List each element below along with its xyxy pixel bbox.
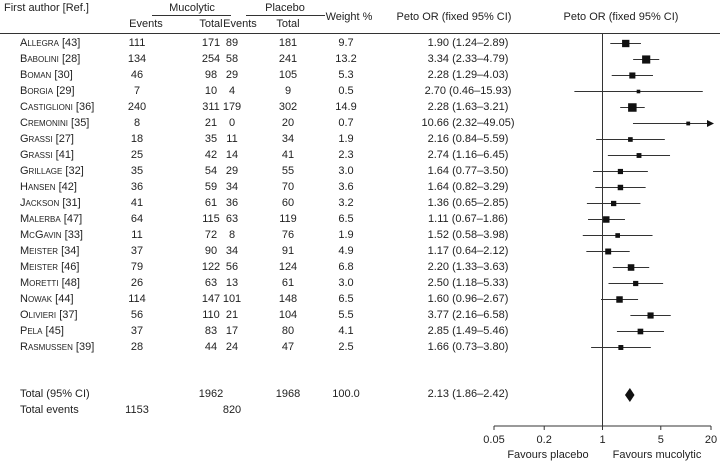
study-weight: 1.9 (338, 229, 354, 241)
study-mucolytic-total: 83 (204, 325, 218, 337)
study-marker (618, 185, 623, 190)
study-ref: [39] (75, 341, 95, 353)
study-author-name: Malerba (20, 213, 61, 225)
study-weight: 1.9 (338, 133, 354, 145)
study-weight: 2.3 (338, 149, 354, 161)
study-or-text: 1.60 (0.96–2.67) (427, 293, 509, 305)
x-tick-label: 5 (657, 434, 664, 446)
study-mucolytic-events: 37 (130, 325, 144, 337)
study-weight: 5.5 (338, 309, 354, 321)
study-mucolytic-total: 98 (204, 69, 218, 81)
study-weight: 4.1 (338, 325, 354, 337)
study-placebo-events: 63 (225, 213, 239, 225)
study-mucolytic-events: 37 (130, 245, 144, 257)
study-mucolytic-events: 56 (130, 309, 144, 321)
study-author-name: Olivieri (20, 309, 57, 321)
study-placebo-total: 61 (281, 277, 295, 289)
study-placebo-events: 17 (225, 325, 239, 337)
study-marker (633, 281, 638, 286)
study-placebo-events: 29 (225, 165, 239, 177)
study-placebo-total: 34 (281, 133, 295, 145)
ci-overflow-arrow (707, 120, 714, 127)
study-ref: [27] (55, 133, 74, 145)
study-mucolytic-events: 46 (130, 69, 144, 81)
study-weight: 6.8 (338, 261, 354, 273)
study-marker (622, 40, 629, 47)
study-mucolytic-total: 10 (204, 85, 218, 97)
study-ref: [34] (61, 245, 80, 257)
favours-mucolytic-label: Favours mucolytic (612, 449, 702, 461)
study-placebo-total: 181 (278, 37, 298, 49)
study-placebo-total: 148 (278, 293, 298, 305)
study-marker (647, 312, 653, 318)
study-ref: [45] (45, 325, 64, 337)
study-marker (637, 90, 641, 94)
study-placebo-events: 56 (225, 261, 239, 273)
plot-column-header: Peto OR (fixed 95% CI) (563, 11, 679, 23)
study-mucolytic-total: 72 (204, 229, 218, 241)
study-ref: [32] (65, 165, 84, 177)
study-placebo-total: 80 (281, 325, 295, 337)
study-or-text: 1.17 (0.64–2.12) (427, 245, 509, 257)
study-weight: 5.3 (338, 69, 354, 81)
study-marker (637, 153, 642, 158)
study-ref: [37] (59, 309, 78, 321)
study-placebo-total: 60 (281, 197, 295, 209)
mucolytic-events-header: Events (129, 18, 163, 30)
study-author-name: Borgia (20, 85, 54, 97)
study-or-text: 2.50 (1.18–5.33) (427, 277, 509, 289)
study-author-name: Rasmussen (20, 341, 73, 353)
study-weight: 2.5 (338, 341, 354, 353)
study-mucolytic-events: 134 (127, 53, 147, 65)
study-or-text: 2.74 (1.16–6.45) (427, 149, 509, 161)
study-placebo-total: 241 (278, 53, 298, 65)
weight-column-header: Weight % (325, 11, 373, 23)
study-marker (616, 296, 622, 302)
study-or-text: 2.28 (1.29–4.03) (427, 69, 509, 81)
study-mucolytic-total: 254 (201, 53, 221, 65)
study-mucolytic-total: 63 (204, 277, 218, 289)
study-placebo-total: 124 (278, 261, 298, 273)
study-mucolytic-total: 61 (204, 197, 218, 209)
study-author-name: Grassi (20, 149, 53, 161)
study-mucolytic-total: 171 (201, 37, 221, 49)
study-weight: 6.5 (338, 213, 354, 225)
study-marker (605, 249, 611, 255)
study-or-text: 2.28 (1.63–3.21) (427, 101, 509, 113)
peto-or-column-header: Peto OR (fixed 95% CI) (396, 11, 512, 23)
study-mucolytic-events: 26 (130, 277, 144, 289)
study-ref: [36] (75, 101, 95, 113)
study-or-text: 1.36 (0.65–2.85) (427, 197, 509, 209)
study-placebo-events: 11 (226, 133, 238, 145)
study-weight: 3.6 (338, 181, 354, 193)
study-or-text: 1.66 (0.73–3.80) (427, 341, 509, 353)
study-placebo-events: 14 (225, 149, 239, 161)
study-marker (638, 329, 644, 335)
total-events-mucolytic: 1153 (125, 404, 149, 416)
study-marker (686, 122, 690, 126)
study-marker (611, 201, 616, 206)
study-mucolytic-events: 8 (133, 117, 141, 129)
pooled-mucolytic-total: 1962 (198, 388, 224, 400)
study-ref: [44] (55, 293, 74, 305)
study-or-text: 2.70 (0.46–15.93) (424, 85, 512, 97)
study-mucolytic-events: 64 (130, 213, 144, 225)
study-placebo-events: 0 (228, 117, 236, 129)
study-author-name: Allegra (20, 37, 59, 49)
mucolytic-group-header: Mucolytic (169, 2, 215, 14)
study-mucolytic-events: 41 (130, 197, 144, 209)
x-tick-label: 20 (704, 434, 718, 446)
study-placebo-total: 91 (281, 245, 295, 257)
study-mucolytic-total: 110 (202, 309, 220, 321)
study-placebo-total: 41 (281, 149, 295, 161)
x-tick-label: 1 (599, 434, 606, 446)
study-marker (615, 233, 620, 238)
study-placebo-total: 104 (278, 309, 298, 321)
study-ref: [29] (56, 85, 75, 97)
study-mucolytic-events: 111 (128, 37, 146, 49)
study-placebo-total: 119 (279, 213, 297, 225)
study-mucolytic-total: 59 (204, 181, 218, 193)
study-author-name: Nowak (20, 293, 53, 305)
study-mucolytic-total: 44 (204, 341, 218, 353)
study-mucolytic-total: 311 (202, 101, 220, 113)
study-weight: 4.9 (338, 245, 354, 257)
study-mucolytic-total: 54 (204, 165, 218, 177)
study-placebo-events: 8 (228, 229, 236, 241)
study-ref: [42] (58, 181, 77, 193)
study-mucolytic-events: 11 (131, 229, 143, 241)
study-or-text: 1.52 (0.58–3.98) (427, 229, 509, 241)
total-events-placebo: 820 (222, 404, 242, 416)
study-author-name: Grassi (20, 133, 53, 145)
pooled-or-text: 2.13 (1.86–2.42) (427, 388, 509, 400)
study-author-name: Castiglioni (20, 101, 73, 113)
study-placebo-total: 105 (278, 69, 298, 81)
study-mucolytic-events: 79 (130, 261, 144, 273)
study-author-name: Grillage (20, 165, 63, 177)
study-placebo-events: 13 (225, 277, 239, 289)
x-tick-label: 0.05 (483, 434, 505, 446)
pooled-placebo-total: 1968 (275, 388, 301, 400)
study-placebo-events: 34 (225, 181, 239, 193)
study-ref: [43] (61, 37, 81, 49)
study-marker (618, 345, 623, 350)
study-placebo-total: 55 (281, 165, 295, 177)
study-weight: 3.0 (338, 165, 354, 177)
study-mucolytic-events: 18 (130, 133, 144, 145)
study-author-name: Cremonini (20, 117, 68, 129)
study-or-text: 1.11 (0.67–1.86) (428, 213, 508, 225)
study-author-name: Boman (20, 69, 52, 81)
study-placebo-events: 29 (225, 69, 239, 81)
study-mucolytic-total: 42 (204, 149, 218, 161)
study-weight: 3.0 (338, 277, 354, 289)
study-marker (628, 137, 633, 142)
study-mucolytic-events: 114 (128, 293, 146, 305)
mucolytic-total-header: Total (199, 18, 223, 30)
study-placebo-total: 70 (281, 181, 295, 193)
study-ref: [28] (61, 53, 81, 65)
study-or-text: 2.85 (1.49–5.46) (427, 325, 509, 337)
study-placebo-events: 101 (222, 293, 242, 305)
study-or-text: 3.34 (2.33–4.79) (427, 53, 509, 65)
study-or-text: 1.64 (0.77–3.50) (427, 165, 509, 177)
study-mucolytic-total: 90 (204, 245, 218, 257)
study-weight: 0.5 (338, 85, 354, 97)
study-mucolytic-events: 7 (133, 85, 141, 97)
study-marker (628, 103, 637, 112)
study-marker (642, 55, 650, 63)
study-author-name: Meister (20, 245, 59, 257)
study-or-text: 2.20 (1.33–3.63) (427, 261, 509, 273)
study-placebo-events: 21 (225, 309, 239, 321)
study-author-name: Pela (20, 325, 43, 337)
study-placebo-events: 34 (225, 245, 239, 257)
study-or-text: 10.66 (2.32–49.05) (421, 117, 515, 129)
study-or-text: 2.16 (0.84–5.59) (427, 133, 509, 145)
study-weight: 9.7 (338, 37, 354, 49)
study-author-name: Babolini (20, 53, 59, 65)
study-mucolytic-total: 35 (204, 133, 218, 145)
study-author-name: McGavin (20, 229, 62, 241)
study-placebo-events: 4 (228, 85, 236, 97)
study-ref: [35] (71, 117, 90, 129)
study-marker (629, 72, 635, 78)
x-tick-label: 0.2 (536, 434, 552, 446)
pooled-label: Total (95% CI) (20, 388, 90, 400)
study-marker (628, 264, 635, 271)
study-author-name: Hansen (20, 181, 56, 193)
study-placebo-events: 89 (225, 37, 239, 49)
study-placebo-total: 47 (281, 341, 295, 353)
pooled-diamond (625, 388, 635, 402)
study-ref: [31] (62, 197, 81, 209)
pooled-weight: 100.0 (332, 388, 360, 400)
study-ref: [48] (61, 277, 80, 289)
study-placebo-total: 9 (284, 85, 292, 97)
placebo-group-header: Placebo (265, 2, 305, 14)
study-mucolytic-events: 25 (130, 149, 144, 161)
favours-placebo-label: Favours placebo (507, 449, 589, 461)
study-weight: 13.2 (335, 53, 357, 65)
study-mucolytic-total: 122 (201, 261, 221, 273)
study-weight: 0.7 (338, 117, 354, 129)
study-mucolytic-total: 147 (201, 293, 221, 305)
study-placebo-events: 36 (225, 197, 239, 209)
study-placebo-events: 179 (222, 101, 242, 113)
study-ref: [46] (61, 261, 80, 273)
study-marker (603, 216, 609, 222)
study-mucolytic-events: 240 (127, 101, 147, 113)
study-placebo-events: 58 (225, 53, 239, 65)
study-placebo-total: 302 (278, 101, 298, 113)
author-column-header: First author [Ref.] (4, 2, 89, 14)
placebo-total-header: Total (276, 18, 300, 30)
study-weight: 3.2 (338, 197, 354, 209)
study-author-name: Jackson (20, 197, 60, 209)
study-mucolytic-total: 115 (202, 213, 220, 225)
study-ref: [47] (63, 213, 83, 225)
placebo-events-header: Events (223, 18, 257, 30)
study-author-name: Moretti (20, 277, 59, 289)
study-placebo-total: 76 (281, 229, 295, 241)
study-marker (618, 169, 623, 174)
study-mucolytic-events: 36 (130, 181, 144, 193)
study-mucolytic-total: 21 (204, 117, 218, 129)
study-mucolytic-events: 35 (130, 165, 144, 177)
study-mucolytic-events: 28 (130, 341, 144, 353)
study-placebo-total: 20 (281, 117, 295, 129)
study-ref: [41] (55, 149, 74, 161)
study-or-text: 3.77 (2.16–6.58) (427, 309, 509, 321)
study-author-name: Meister (20, 261, 59, 273)
study-placebo-events: 24 (225, 341, 239, 353)
study-weight: 14.9 (335, 101, 357, 113)
study-or-text: 1.64 (0.82–3.29) (427, 181, 509, 193)
total-events-label: Total events (20, 404, 79, 416)
study-or-text: 1.90 (1.24–2.89) (427, 37, 509, 49)
study-weight: 6.5 (338, 293, 354, 305)
study-ref: [33] (64, 229, 83, 241)
study-ref: [30] (54, 69, 73, 81)
